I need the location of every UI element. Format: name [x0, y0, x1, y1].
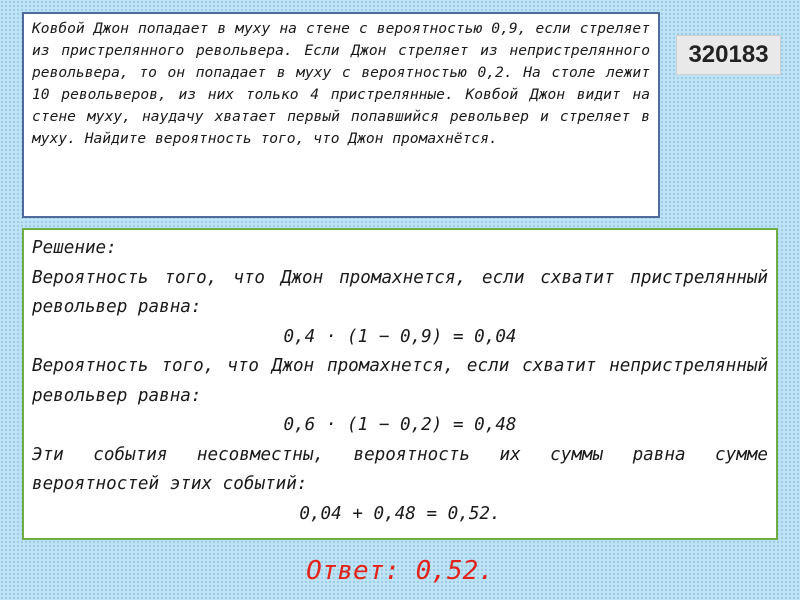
solution-heading: Решение:	[32, 238, 117, 258]
solution-step-2: Вероятность того, что Джон промахнется, если схватит непристрелянный револьвер равна:	[32, 356, 768, 406]
answer-text: Ответ: 0,52.	[306, 556, 494, 586]
solution-formula-3: 0,04 + 0,48 = 0,52.	[299, 503, 501, 524]
problem-box	[22, 12, 660, 218]
problem-text: Ковбой Джон попадает в муху на стене с вероятностью 0,9, если стреляет из пристрелянного револьвера. Если Джон стреляет из непристрелянного револьвера, то он попадает в муху с вероятностью 0,2. На столе лежит 10 револьверов, из них только 4 пристрелянные. Ковбой Джон видит на стене муху, наудачу хватает первый попавшийся револьвер и стреляет в муху. Найдите вероятность того, что Джон промахнётся.	[32, 20, 650, 147]
solution-formula-1: 0,4 · (1 − 0,9) = 0,04	[283, 326, 517, 347]
solution-formula-2: 0,6 · (1 − 0,2) = 0,48	[283, 415, 517, 435]
problem-id-badge: 320183	[676, 35, 781, 75]
solution-step-3: Эти события несовместны, вероятность их суммы равна сумме вероятностей этих событий:	[32, 444, 768, 494]
solution-box	[22, 228, 778, 540]
solution-step-1: Вероятность того, что Джон промахнется, если схватит пристрелянный револьвер равна:	[32, 267, 768, 317]
